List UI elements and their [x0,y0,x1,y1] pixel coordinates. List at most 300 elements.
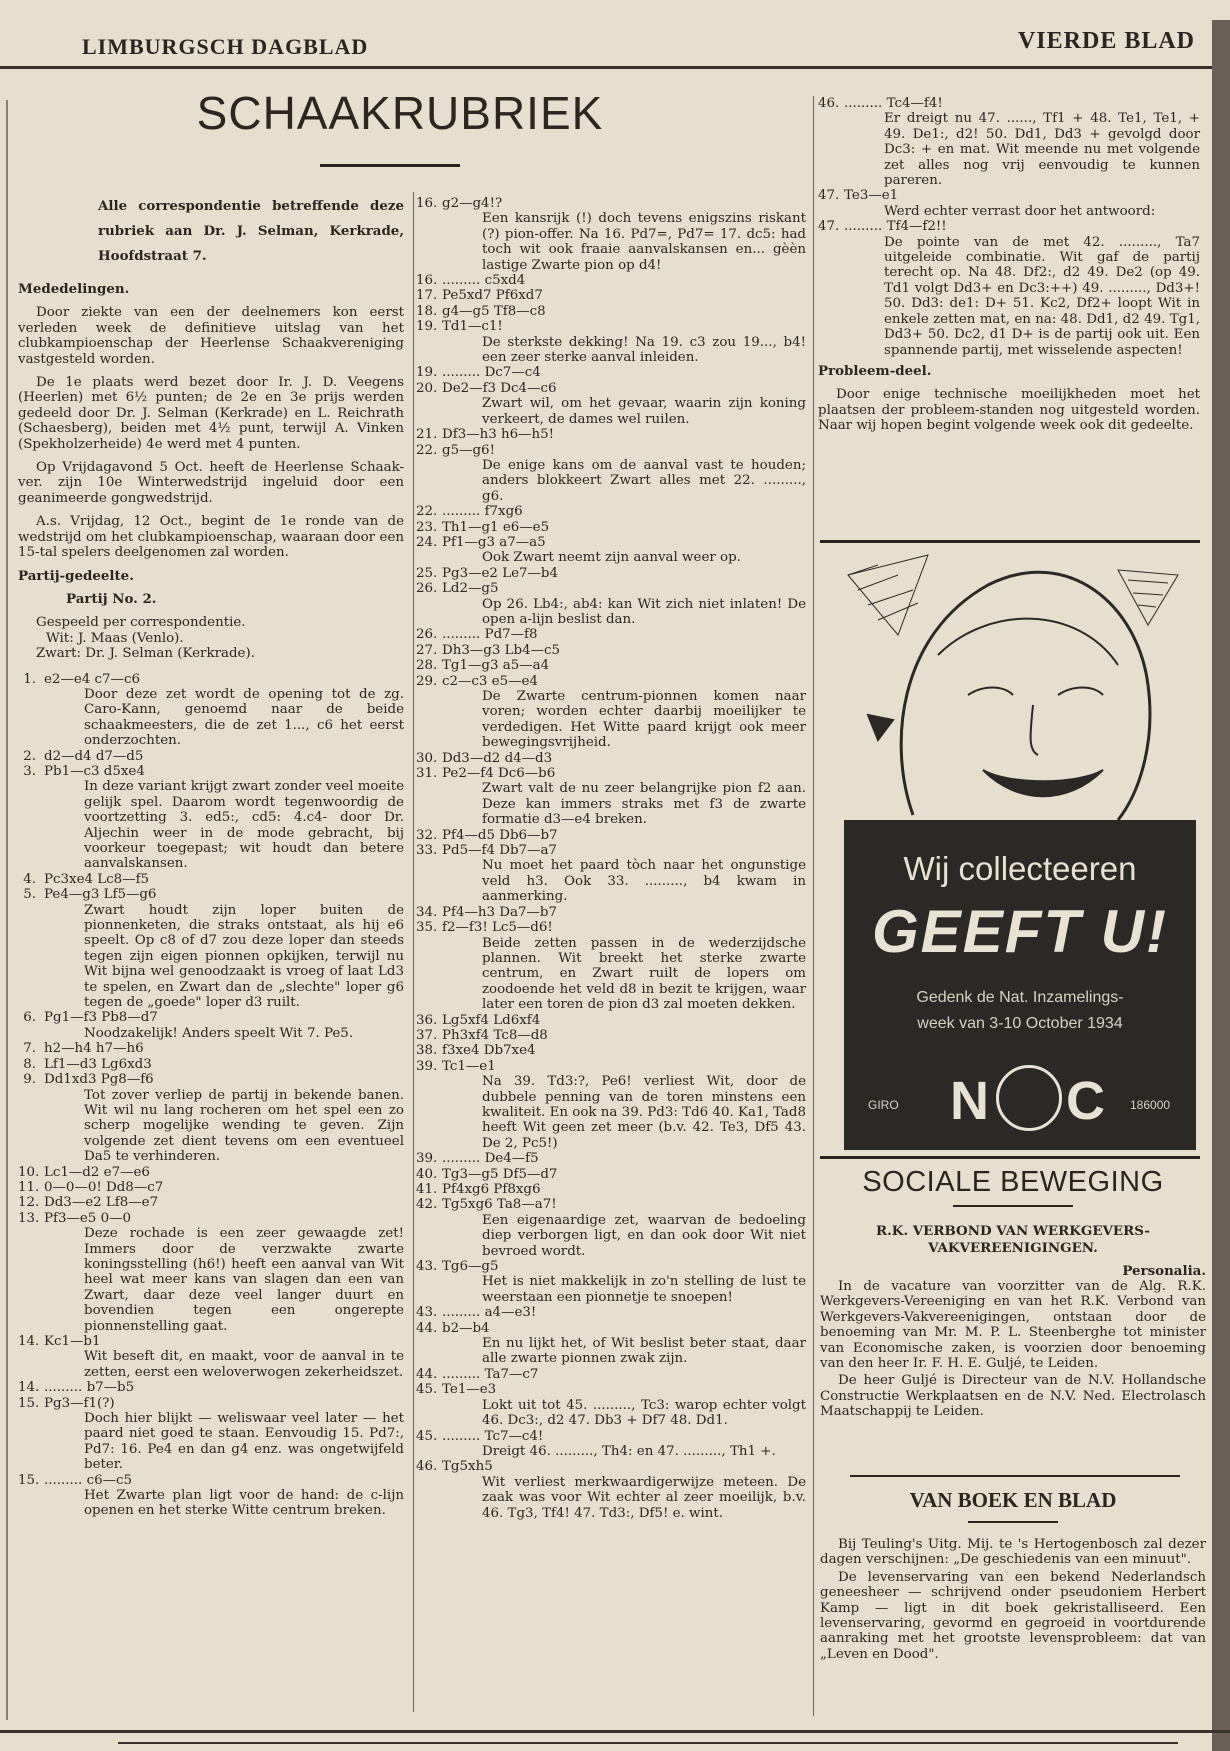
paragraph: De heer Guljé is Directeur van de N.V. Hollandsche Constructie Werkplaatsen en de N.V. Ned. Electrolasch Maatschappij te Leiden. [820,1373,1206,1420]
move-notation: ......... b7—b5 [44,1380,135,1396]
move-comment: De enige kans om de aanval vast te houden; anders blokkeert Zwart alles met 22. ........., g6. [482,457,806,504]
move-text [44,749,404,764]
move-row [416,319,806,334]
move-row [416,1459,806,1474]
move-row [416,674,806,689]
move-row [416,273,806,288]
move-text [442,504,806,519]
paragraph: Door enige technische moeilijkheden moet het plaatsen der probleem-standen nog uitgesteld worden. Naar wij hopen begint volgende week ook dit gedeelte. [818,387,1200,434]
move-row [416,658,806,673]
bottom-rule [0,1730,1230,1733]
move-notation: Pc3xe4 Lc8—f5 [44,871,150,887]
move-text [44,1041,404,1056]
move-row [18,1396,404,1411]
move-text [44,1334,404,1349]
paragraph: A.s. Vrijdag, 12 Oct., begint de 1e ronde van de wedstrijd om het clubkampioenschap, waaraan door een 15-tal spelers deelgenomen zal worden. [18,514,404,561]
move-text [44,672,404,687]
move-text [442,674,806,689]
ad-illustration-face [818,545,1206,845]
move-notation: Pg1—f3 Pb8—d7 [44,1010,158,1026]
move-notation: Pf4—d5 Db6—b7 [442,827,558,843]
move-number: 14. [18,1334,40,1349]
left-margin-rule [6,100,8,1720]
move-row [18,749,404,764]
move-number: 45. [416,1382,438,1398]
move-row [416,1013,806,1028]
move-notation: De2—f3 Dc4—c6 [442,380,557,396]
ad-subtext-line: Gedenk de Nat. Inzamelings- [916,989,1124,1006]
move-comment: Noodzakelijk! Anders speelt Wit 7. Pe5. [84,1025,354,1041]
ad-headline: Wij collecteeren [903,850,1137,887]
move-row [18,1072,404,1087]
column-3 [818,96,1200,442]
move-notation: Pf3—e5 0—0 [44,1210,132,1226]
ad-subtext [844,985,1196,1037]
move-notation: Pf4xg6 Pf8xg6 [442,1182,541,1197]
title-rule [968,1521,1058,1523]
move-number: 37. [416,1027,438,1043]
move-row [18,672,404,687]
move-row [416,1182,806,1197]
move-text [44,1010,404,1025]
section-rule [820,1156,1200,1159]
move-notation: Lg5xf4 Ld6xf4 [442,1012,541,1028]
game-info: Gespeeld per correspondentie. [36,615,246,631]
advertisement [818,545,1206,1153]
move-text [442,1459,806,1474]
move-number: 38. [416,1043,438,1059]
move-text [442,196,806,211]
move-text [442,1321,806,1336]
paragraph: Op Vrijdagavond 5 Oct. heeft de Heerlense Schaak-ver. zijn 10e Winterwedstrijd ingeluid door een geanimeerde gongwedstrijd. [18,460,404,506]
move-notation: ......... Ta7—c7 [442,1366,539,1382]
top-rule [0,66,1230,69]
move-number: 45. [416,1428,438,1444]
move-row [416,365,806,380]
move-number: 26. [416,581,438,597]
move-text [442,288,806,303]
paragraph: In de vacature van voorzitter van de Alg. R.K. Werkgevers-Vereeniging en van het R.K. Verbond van Werkgevers-Vakvereenigingen, ontstaan door de benoeming van Mr. M. P. L. Steenberghe tot minister van Economische zaken, is voorzien door benoeming van den heer Ir. F. H. E. Guljé, te Leiden. [820,1279,1206,1372]
move-text [44,1380,404,1395]
move-notation: ......... Pd7—f8 [442,627,538,643]
move-row [416,1167,806,1182]
move-row [18,1057,404,1072]
move-row [18,1211,404,1226]
move-text [44,764,404,779]
move-text [442,1167,806,1182]
probleem-heading: Probleem-deel. [818,362,932,379]
ad-giro-label: GIRO [868,1098,899,1112]
move-comment: Lokt uit tot 45. ........., Tc3: warop echter volgt 46. Dc3:, d2 47. Db3 + Df7 48. Dd1. [482,1397,806,1429]
move-number: 14. [18,1380,40,1396]
move-row [416,1382,806,1397]
move-comment: Dreigt 46. ........., Th4: en 47. ........., Th1 +. [482,1443,776,1459]
move-notation: ......... f7xg6 [442,504,523,520]
move-row [416,1321,806,1336]
move-comment: Het Zwarte plan ligt voor de hand: de c-lijn openen en het sterke Witte centrum breken. [84,1488,404,1519]
move-notation: Pf1—g3 a7—a5 [442,534,546,550]
move-comment: Doch hier blijkt — weliswaar veel later — het paard niet goed te staan. Eenvoudig 15. Pd7:, Pd7: 16. Pe4 en dan g4 enz. was ongetwijfeld beter. [84,1411,404,1473]
move-number: 9. [23,1072,36,1088]
move-text [442,766,806,781]
move-number: 1. [23,671,36,687]
move-notation: Tg6—g5 [442,1259,499,1275]
move-notation: Lc1—d2 e7—e6 [44,1164,150,1180]
move-notation: g4—g5 Tf8—c8 [442,303,546,319]
paragraph: De levenservaring van een bekend Nederlandsch geneesheer — schrijvend onder pseudoniem Herbert Kamp — ligt in dit boek gekristalliseerd. Een levenservaring, gevormd en gegroeid in voortdurende aanraking met het grootste levensprobleem: dat van „Leven en Dood". [820,1569,1206,1662]
move-row [18,872,404,887]
move-notation: Dh3—g3 Lb4—c5 [442,642,561,658]
game-info: Wit: J. Maas (Venlo). [46,630,184,646]
move-row [416,751,806,766]
section-rule [820,540,1200,543]
move-text [442,658,806,673]
column-divider [813,96,814,1716]
move-row [416,1429,806,1444]
move-number: 47. [818,188,840,204]
move-number: 19. [416,319,438,335]
move-number: 23. [416,519,438,535]
move-number: 40. [416,1166,438,1182]
move-number: 33. [416,843,438,859]
move-notation: 0—0—0! Dd8—c7 [44,1179,164,1195]
ad-account-number: 186000 [1130,1098,1171,1112]
move-notation: Tg1—g3 a5—a4 [442,658,550,674]
move-number: 35. [416,920,438,936]
game-info: Zwart: Dr. J. Selman (Kerkrade). [36,646,255,662]
partij-heading: Partij-gedeelte. [18,567,134,584]
move-notation: Pe2—f4 Dc6—b6 [442,766,556,782]
move-row [416,643,806,658]
move-notation: ......... Tc7—c4! [442,1428,544,1444]
move-comment: Er dreigt nu 47. ......, Tf1 + 48. Te1, Te1, + 49. De1:, d2! 50. Dd1, Dd3 + gevolgd door Dc3: + en mat. Wit meende nu met volgende zet alles nog vrij eenvoudig te kunnen pareren. [884,111,1200,189]
move-text [442,1305,806,1320]
move-notation: Pg3—f1(?) [44,1395,115,1411]
column-2 [416,196,806,1521]
move-comment: Werd echter verrast door het antwoord: [884,203,1156,219]
move-notation: ......... Tc4—f4! [844,96,943,111]
move-number: 19. [416,365,438,381]
move-number: 46. [818,96,840,111]
move-text [442,828,806,843]
move-notation: Tc1—e1 [442,1058,496,1074]
move-text [442,427,806,442]
move-text [844,219,1200,234]
move-comment: Wit verliest merkwaardigerwijze meteen. De zaak was voor Wit echter al zeer moeilijk, b.v. 46. Tg3, Tf4! 47. Td3:, Df5! e. wint. [482,1474,806,1521]
move-notation: Td1—c1! [442,319,503,335]
move-notation: Lf1—d3 Lg6xd3 [44,1056,152,1072]
move-number: 18. [416,303,438,319]
move-number: 41. [416,1182,438,1197]
move-number: 36. [416,1012,438,1028]
move-list [818,96,1200,358]
move-number: 46. [416,1459,438,1475]
section-title: VAN BOEK EN BLAD [909,1488,1117,1512]
move-comment: Tot zover verliep de partij in bekende banen. Wit wil nu lang rocheren om het spel een zo scherp mogelijke wending te geven. Zijn volgende zet dient tevens om een eventueel Da5 te verhinderen. [84,1087,404,1165]
move-row [416,627,806,642]
move-notation: Pe5xd7 Pf6xd7 [442,288,543,304]
tag: Personalia. [1122,1263,1206,1279]
move-number: 12. [18,1195,40,1211]
move-notation: ......... c5xd4 [442,273,526,289]
move-row [416,381,806,396]
move-row [416,504,806,519]
move-number: 26. [416,627,438,643]
move-row [18,1180,404,1195]
move-text [844,188,1200,203]
move-text [442,843,806,858]
move-text [442,535,806,550]
move-notation: Pe4—g3 Lf5—g6 [44,887,157,903]
move-number: 15. [18,1472,40,1488]
move-text [44,1057,404,1072]
move-text [442,920,806,935]
move-notation: Te1—e3 [442,1382,497,1398]
move-notation: Pf4—h3 Da7—b7 [442,904,557,920]
move-number: 34. [416,904,438,920]
move-row [18,1165,404,1180]
move-row [416,1305,806,1320]
bottom-rule [118,1742,1178,1744]
move-row [416,843,806,858]
move-text [44,1396,404,1411]
move-number: 39. [416,1058,438,1074]
move-number: 47. [818,219,840,235]
move-notation: h2—h4 h7—h6 [44,1041,144,1057]
move-number: 44. [416,1320,438,1336]
move-notation: Ph3xf4 Tc8—d8 [442,1027,548,1043]
move-number: 43. [416,1305,438,1321]
move-text [442,905,806,920]
move-text [44,1473,404,1488]
move-text [442,1013,806,1028]
move-text [442,273,806,288]
move-notation: Dd3—d2 d4—d3 [442,750,553,766]
move-number: 6. [23,1010,36,1026]
move-comment: Zwart houdt zijn loper buiten de pionnenketen, die straks ontstaat, als hij e6 speelt. Op c8 of d7 zou deze loper dan steeds tegen zijn eigen pionnen opkijken, terwijl nu Wit bijna wel genoodzaakt is vroeg of laat Ld3 te spelen, en Zwart dan de „slechte" loper g6 tegen de „goede" loper d3 ruilt. [84,902,404,1011]
move-notation: d2—d4 d7—d5 [44,748,144,764]
column-1 [18,276,404,1519]
move-notation: ......... a4—e3! [442,1305,537,1321]
move-number: 24. [416,534,438,550]
move-comment: Een eigenaardige zet, waarvan de bedoeling diep verborgen ligt, en dan ook door Wit niet bevroed wordt. [482,1212,806,1259]
move-row [416,1151,806,1166]
move-notation: Ld2—g5 [442,581,499,597]
newspaper-name: LIMBURGSCH DAGBLAD [82,34,369,59]
move-number: 22. [416,504,438,520]
boek-body [820,1537,1206,1662]
move-row [416,1059,806,1074]
move-text [442,1382,806,1397]
move-comment: Na 39. Td3:?, Pe6! verliest Wit, door de dubbele penning van de toren minstens een kwaliteit. En ook na 39. Pd3: Td6 40. Ka1, Tad8 heeft Wit geen zet meer (b.v. 42. Te3, Df5 43. De 2, Pc5!) [482,1074,806,1151]
move-notation: Df3—h3 h6—h5! [442,427,555,443]
move-text [442,381,806,396]
page-label: VIERDE BLAD [1017,28,1195,54]
move-row [818,219,1200,234]
move-number: 20. [416,380,438,396]
column-title: SCHAAKRUBRIEK [196,87,604,139]
move-notation: f3xe4 Db7xe4 [442,1043,536,1059]
move-row [416,1043,806,1058]
move-row [416,288,806,303]
move-notation: Dd1xd3 Pg8—f6 [44,1072,154,1088]
move-text [44,1180,404,1195]
move-text [442,566,806,581]
move-number: 16. [416,273,438,289]
move-list [416,196,806,1521]
move-number: 28. [416,658,438,674]
move-number: 13. [18,1210,40,1226]
move-comment: De Zwarte centrum-pionnen komen naar voren; worden echter daarbij moeilijker te verdedigen. Het Witte paard krijgt ook meer bewegingsvrijheid. [482,689,806,751]
move-text [442,520,806,535]
move-notation: Tg3—g5 Df5—d7 [442,1166,558,1182]
move-text [442,1182,806,1197]
move-text [442,627,806,642]
move-row [416,304,806,319]
move-row [416,920,806,935]
move-text [442,1197,806,1212]
move-row [18,1010,404,1025]
move-row [416,828,806,843]
move-notation: Tg5xg6 Ta8—a7! [442,1197,557,1213]
move-text [442,1429,806,1444]
move-notation: Pb1—c3 d5xe4 [44,763,145,779]
move-notation: Tg5xh5 [442,1459,493,1475]
column-divider [413,192,414,1712]
move-row [416,443,806,458]
move-comment: Ook Zwart neemt zijn aanval weer op. [482,550,741,566]
sociale-section [820,1160,1206,1428]
move-number: 11. [18,1179,40,1195]
boek-section [820,1488,1206,1670]
move-number: 7. [23,1041,36,1057]
move-number: 27. [416,642,438,658]
move-row [18,1041,404,1056]
move-notation: Dd3—e2 Lf8—e7 [44,1195,159,1211]
move-row [416,566,806,581]
move-text [442,319,806,334]
move-row [818,188,1200,203]
sociale-body [820,1279,1206,1420]
move-number: 8. [23,1056,36,1072]
section-title: SOCIALE BEWEGING [862,1166,1164,1198]
move-row [18,1195,404,1210]
move-notation: c2—c3 e5—e4 [442,673,538,689]
move-comment: Beide zetten passen in de wederzijdsche plannen. Wit breekt het sterke zwarte centrum, en Zwart ruilt de lopers om zoodoende het veld d8 in bezit te krijgen, waar later een toren de pion d3 zal moeten dekken. [482,935,806,1013]
move-row [416,1197,806,1212]
move-number: 42. [416,1197,438,1213]
move-row [416,581,806,596]
move-number: 21. [416,427,438,443]
paragraph: Door ziekte van een der deelnemers kon eerst verleden week de definitieve uitslag van het clubkampioenschap der Heerlense Schaakvereniging vastgesteld worden. [18,305,404,367]
move-comment: Deze rochade is een zeer gewaagde zet! Immers door de verzwakte zwarte koningsstelling (h6!) heeft een aanval van Wit heel wat meer kans van slagen dan een van Zwart, daar deze veel langer duurt en bovendien tegen een ongerepte pionnenstelling gaat. [84,1226,404,1334]
move-row [416,520,806,535]
move-row [18,1380,404,1395]
move-number: 16. [416,196,438,211]
ad-subtext-line: week van 3-10 October 1934 [917,1015,1123,1032]
partij-number: Partij No. 2. [66,590,157,607]
subheading: R.K. VERBOND VAN WERKGEVERS-VAKVEREENIGINGEN. [876,1223,1150,1256]
move-number: 29. [416,673,438,689]
move-number: 43. [416,1259,438,1275]
move-notation: Pg3—e2 Le7—b4 [442,565,559,581]
page-edge-shadow [1212,20,1230,1751]
move-row [18,1473,404,1488]
move-comment: Op 26. Lb4:, ab4: kan Wit zich niet inlaten! De open a-lijn beslist dan. [482,596,806,627]
move-notation: ......... De4—f5 [442,1151,539,1167]
move-comment: De pointe van de met 42. ........., Ta7 uitgeleide combinatie. Wit gaf de partij terecht op. Na 48. Df2:, d2 49. De2 (op 49. Td1 volgt Dd3+ en Dc3:++) 49. ........., Dd3+! 50. Dd3: de1: D+ 51. Kc2, Df2+ loopt Wit in enkele zetten mat, en na: 48. Dd1, d2 49. Tg1, Dd3+ 50. Dc2, d1 D+ is de partij ook uit. Een spannende partij, met wisselende aspecten! [884,234,1200,358]
move-notation: b2—b4 [442,1320,490,1336]
move-text [44,1165,404,1180]
move-text [442,1151,806,1166]
mededelingen-heading: Mededelingen. [18,281,130,297]
move-row [18,1334,404,1349]
move-comment: Wit beseft dit, en maakt, voor de aanval in te zetten, eerst een weloverwogen zekerheidszet. [84,1349,404,1380]
move-number: 3. [23,763,36,779]
move-text [442,1059,806,1074]
move-text [44,1211,404,1226]
paragraph: Bij Teuling's Uitg. Mij. te 's Hertogenbosch zal dezer dagen verschijnen: „De geschiedenis van een minuut". [820,1537,1206,1568]
move-notation: Te3—e1 [844,188,899,204]
move-comment: Zwart wil, om het gevaar, waarin zijn koning verkeert, de dames wel ruilen. [482,396,806,427]
title-rule [953,1205,1073,1207]
move-number: 44. [416,1366,438,1382]
move-text [442,443,806,458]
move-comment: In deze variant krijgt zwart zonder veel moeite gelijk spel. Daarom wordt tegenwoordig de voortzetting 3. ed5:, cd5: 4.c4- door Dr. Aljechin weer in de mode gebracht, bij voorkeur toegepast; wit houdt dan betere aanvalskansen. [84,779,404,872]
move-number: 30. [416,750,438,766]
move-comment: De sterkste dekking! Na 19. c3 zou 19..., b4! een zeer sterke aanval inleiden. [482,334,806,366]
move-number: 5. [23,887,36,903]
move-text [44,1072,404,1087]
ad-logo-n: N [950,1071,989,1131]
move-list [18,672,404,1519]
move-notation: Th1—g1 e6—e5 [442,519,550,535]
move-comment: Het is niet makkelijk in zo'n stelling de lust te weerstaan een pionnetje te snoepen! [482,1274,806,1305]
move-text [44,887,404,902]
move-comment: En nu lijkt het, of Wit beslist beter staat, daar alle zwarte pionnen zwak zijn. [482,1336,806,1367]
move-notation: g5—g6! [442,442,495,458]
move-row [416,1367,806,1382]
move-row [416,196,806,211]
move-text [844,96,1200,111]
move-row [416,535,806,550]
move-text [44,1195,404,1210]
ad-seal-icon [996,1065,1062,1131]
move-number: 10. [18,1164,40,1180]
move-text [442,581,806,596]
move-row [18,887,404,902]
move-number: 15. [18,1395,40,1411]
move-notation: ......... Dc7—c4 [442,365,541,381]
correspondence-note: Alle correspondentie betreffende deze rubriek aan Dr. J. Selman, Kerkrade, Hoofdstraat 7. [98,198,404,264]
move-text [442,365,806,380]
move-text [442,643,806,658]
move-row [416,905,806,920]
title-rule [320,164,460,167]
move-number: 39. [416,1151,438,1167]
move-text [442,1259,806,1274]
move-text [442,751,806,766]
move-comment: Nu moet het paard tòch naar het ongunstige veld h3. Ook 33. ........., b4 kwam in aanmerking. [482,858,806,905]
move-row [18,764,404,779]
move-number: 32. [416,827,438,843]
move-notation: e2—e4 c7—c6 [44,671,140,687]
move-row [416,766,806,781]
move-notation: f2—f3! Lc5—d6! [442,920,553,936]
move-text [442,1028,806,1043]
move-comment: Een kansrijk (!) doch tevens enigszins riskant (?) pion-offer. Na 16. Pd7=, Pd7= 17. dc5: had toch wit ook fraaie aanvalskansen en... gèèn lastige Zwarte pion op d4! [482,211,806,273]
ad-slogan: GEEFT U! [872,898,1168,965]
